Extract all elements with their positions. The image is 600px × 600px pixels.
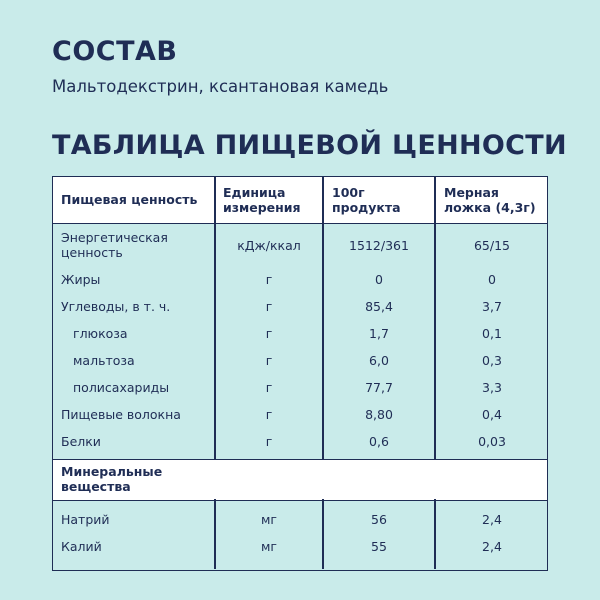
table-row	[53, 506, 547, 533]
table-row	[53, 374, 547, 401]
row-per-spoon: 3,7	[482, 299, 502, 314]
row-name: Пищевые волокна	[61, 407, 181, 422]
row-unit: г	[265, 407, 273, 422]
row-unit: г	[265, 353, 273, 368]
table-row	[53, 401, 547, 428]
row-unit: г	[265, 326, 273, 341]
row-unit: кДж/ккал	[237, 237, 301, 253]
header-per-spoon: Мерная ложка (4,3г)	[444, 185, 536, 215]
nutrition-table	[52, 176, 548, 571]
row-name: Натрий	[61, 512, 110, 527]
row-unit: мг	[261, 539, 277, 554]
row-per-100g: 0	[375, 272, 383, 287]
column-divider	[214, 177, 216, 223]
row-name: Жиры	[61, 272, 101, 287]
row-per-spoon: 3,3	[482, 380, 502, 395]
row-unit: мг	[261, 512, 277, 527]
row-name: Энергетическая ценность	[61, 230, 168, 260]
table-row	[53, 293, 547, 320]
row-per-100g: 77,7	[365, 380, 393, 395]
header-unit: Единица измерения	[223, 185, 301, 215]
row-unit: г	[265, 272, 273, 287]
column-divider	[434, 177, 436, 223]
row-per-spoon: 2,4	[482, 539, 502, 554]
row-per-100g: 55	[371, 539, 387, 554]
minerals-section-label: Минеральные вещества	[61, 464, 163, 494]
row-name: Калий	[61, 539, 102, 554]
row-per-spoon: 0,3	[482, 353, 502, 368]
header-per-100g: 100г продукта	[332, 185, 401, 215]
row-per-100g: 85,4	[365, 299, 393, 314]
row-per-100g: 0,6	[369, 434, 389, 449]
row-name: мальтоза	[73, 353, 135, 368]
composition-text: Мальтодекстрин, ксантановая камедь	[52, 77, 389, 96]
row-per-spoon: 0	[488, 272, 496, 287]
table-row	[53, 428, 547, 455]
row-unit: г	[265, 380, 273, 395]
row-per-100g: 8,80	[365, 407, 393, 422]
row-unit: г	[265, 299, 273, 314]
row-per-100g: 1512/361	[349, 237, 409, 253]
row-per-spoon: 65/15	[473, 237, 511, 253]
column-divider	[322, 177, 324, 223]
table-row	[53, 229, 547, 261]
row-per-100g: 56	[371, 512, 387, 527]
row-per-spoon: 2,4	[482, 512, 502, 527]
row-name: полисахариды	[73, 380, 170, 395]
composition-title: СОСТАВ	[52, 36, 178, 67]
row-name: Углеводы, в т. ч.	[61, 299, 171, 314]
nutrition-table-title: ТАБЛИЦА ПИЩЕВОЙ ЦЕННОСТИ	[52, 130, 567, 161]
header-nutrient: Пищевая ценность	[61, 192, 198, 207]
row-per-spoon: 0,03	[478, 434, 506, 449]
row-per-100g: 1,7	[369, 326, 389, 341]
table-row	[53, 320, 547, 347]
row-name: Белки	[61, 434, 101, 449]
row-per-100g: 6,0	[369, 353, 389, 368]
row-name: глюкоза	[73, 326, 128, 341]
row-per-spoon: 0,1	[482, 326, 502, 341]
table-row	[53, 347, 547, 374]
row-per-spoon: 0,4	[482, 407, 502, 422]
table-row	[53, 533, 547, 560]
table-row	[53, 266, 547, 293]
row-unit: г	[265, 434, 273, 449]
